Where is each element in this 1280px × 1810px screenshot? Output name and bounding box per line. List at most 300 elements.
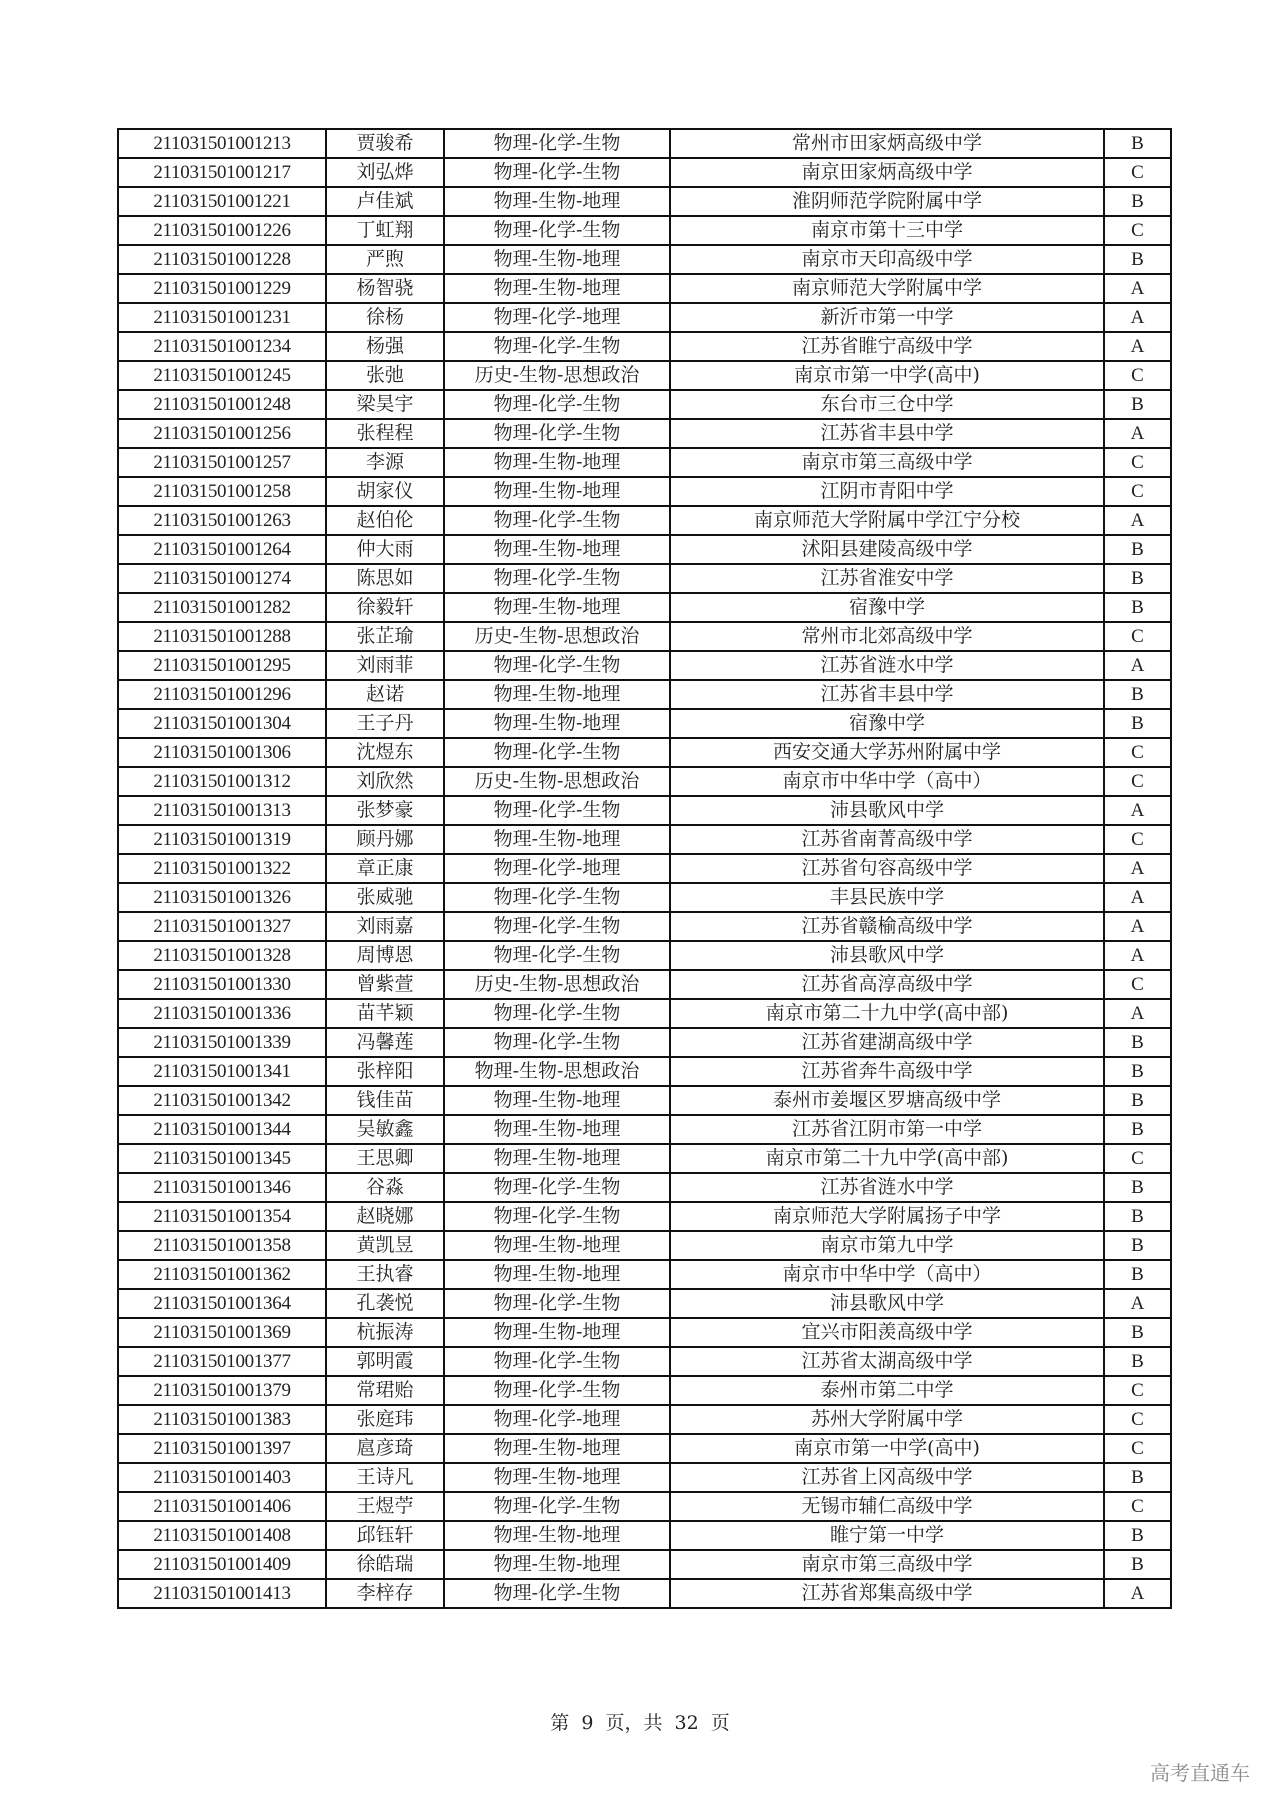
school-name-cell: 无锡市辅仁高级中学 <box>670 1492 1104 1521</box>
student-name-cell: 张程程 <box>326 419 444 448</box>
student-name-cell: 仲大雨 <box>326 535 444 564</box>
student-name-cell: 李梓存 <box>326 1579 444 1608</box>
grade-cell: B <box>1104 245 1171 274</box>
subject-combination-cell: 物理-生物-地理 <box>444 448 670 477</box>
subject-combination-cell: 物理-化学-生物 <box>444 1492 670 1521</box>
grade-cell: A <box>1104 332 1171 361</box>
student-id-cell: 211031501001258 <box>118 477 326 506</box>
school-name-cell: 南京市第十三中学 <box>670 216 1104 245</box>
student-id-cell: 211031501001358 <box>118 1231 326 1260</box>
subject-combination-cell: 历史-生物-思想政治 <box>444 767 670 796</box>
student-name-cell: 沈煜东 <box>326 738 444 767</box>
school-name-cell: 新沂市第一中学 <box>670 303 1104 332</box>
subject-combination-cell: 物理-化学-生物 <box>444 883 670 912</box>
school-name-cell: 南京田家炳高级中学 <box>670 158 1104 187</box>
grade-cell: A <box>1104 651 1171 680</box>
student-name-cell: 丁虹翔 <box>326 216 444 245</box>
subject-combination-cell: 物理-化学-生物 <box>444 738 670 767</box>
student-name-cell: 张庭玮 <box>326 1405 444 1434</box>
student-id-cell: 211031501001288 <box>118 622 326 651</box>
table-row <box>118 390 1171 419</box>
grade-cell: C <box>1104 738 1171 767</box>
table-row <box>118 216 1171 245</box>
student-name-cell: 常珺贻 <box>326 1376 444 1405</box>
subject-combination-cell: 物理-生物-地理 <box>444 1086 670 1115</box>
school-name-cell: 江苏省上冈高级中学 <box>670 1463 1104 1492</box>
grade-cell: C <box>1104 1492 1171 1521</box>
grade-cell: B <box>1104 390 1171 419</box>
school-name-cell: 江苏省赣榆高级中学 <box>670 912 1104 941</box>
table-row <box>118 883 1171 912</box>
student-name-cell: 杨智骁 <box>326 274 444 303</box>
subject-combination-cell: 物理-生物-地理 <box>444 1318 670 1347</box>
grade-cell: A <box>1104 854 1171 883</box>
table-row <box>118 970 1171 999</box>
student-id-cell: 211031501001341 <box>118 1057 326 1086</box>
student-name-cell: 刘欣然 <box>326 767 444 796</box>
school-name-cell: 江苏省郑集高级中学 <box>670 1579 1104 1608</box>
subject-combination-cell: 物理-生物-地理 <box>444 1231 670 1260</box>
student-id-cell: 211031501001257 <box>118 448 326 477</box>
student-id-cell: 211031501001274 <box>118 564 326 593</box>
student-name-cell: 王子丹 <box>326 709 444 738</box>
subject-combination-cell: 物理-化学-地理 <box>444 1405 670 1434</box>
school-name-cell: 苏州大学附属中学 <box>670 1405 1104 1434</box>
student-id-cell: 211031501001264 <box>118 535 326 564</box>
student-name-cell: 周博恩 <box>326 941 444 970</box>
grade-cell: B <box>1104 1173 1171 1202</box>
subject-combination-cell: 物理-化学-生物 <box>444 129 670 158</box>
student-name-cell: 徐杨 <box>326 303 444 332</box>
school-name-cell: 西安交通大学苏州附属中学 <box>670 738 1104 767</box>
table-row <box>118 999 1171 1028</box>
student-id-cell: 211031501001296 <box>118 680 326 709</box>
student-id-cell: 211031501001406 <box>118 1492 326 1521</box>
student-name-cell: 苗芊颖 <box>326 999 444 1028</box>
table-row <box>118 361 1171 390</box>
grade-cell: B <box>1104 564 1171 593</box>
table-row <box>118 1347 1171 1376</box>
student-id-cell: 211031501001336 <box>118 999 326 1028</box>
student-id-cell: 211031501001221 <box>118 187 326 216</box>
subject-combination-cell: 物理-化学-生物 <box>444 1289 670 1318</box>
school-name-cell: 南京师范大学附属扬子中学 <box>670 1202 1104 1231</box>
student-name-cell: 李源 <box>326 448 444 477</box>
student-name-cell: 胡家仪 <box>326 477 444 506</box>
table-row <box>118 767 1171 796</box>
table-row <box>118 680 1171 709</box>
grade-cell: A <box>1104 303 1171 332</box>
student-id-cell: 211031501001339 <box>118 1028 326 1057</box>
school-name-cell: 江苏省奔牛高级中学 <box>670 1057 1104 1086</box>
school-name-cell: 淮阴师范学院附属中学 <box>670 187 1104 216</box>
table-row <box>118 1173 1171 1202</box>
grade-cell: A <box>1104 999 1171 1028</box>
school-name-cell: 南京市中华中学（高中） <box>670 767 1104 796</box>
school-name-cell: 南京师范大学附属中学 <box>670 274 1104 303</box>
grade-cell: A <box>1104 796 1171 825</box>
school-name-cell: 江苏省淮安中学 <box>670 564 1104 593</box>
table-row <box>118 912 1171 941</box>
subject-combination-cell: 物理-化学-生物 <box>444 941 670 970</box>
subject-combination-cell: 物理-化学-生物 <box>444 390 670 419</box>
student-name-cell: 曾紫萱 <box>326 970 444 999</box>
grade-cell: A <box>1104 941 1171 970</box>
subject-combination-cell: 物理-生物-思想政治 <box>444 1057 670 1086</box>
school-name-cell: 南京市第九中学 <box>670 1231 1104 1260</box>
subject-combination-cell: 物理-生物-地理 <box>444 1434 670 1463</box>
table-row <box>118 738 1171 767</box>
table-row <box>118 1434 1171 1463</box>
grade-cell: B <box>1104 593 1171 622</box>
subject-combination-cell: 物理-化学-生物 <box>444 999 670 1028</box>
table-row <box>118 1376 1171 1405</box>
subject-combination-cell: 物理-生物-地理 <box>444 274 670 303</box>
grade-cell: B <box>1104 1057 1171 1086</box>
student-id-cell: 211031501001345 <box>118 1144 326 1173</box>
grade-cell: C <box>1104 477 1171 506</box>
student-id-cell: 211031501001344 <box>118 1115 326 1144</box>
school-name-cell: 宿豫中学 <box>670 709 1104 738</box>
student-name-cell: 徐皓瑞 <box>326 1550 444 1579</box>
student-name-cell: 钱佳苗 <box>326 1086 444 1115</box>
student-id-cell: 211031501001231 <box>118 303 326 332</box>
student-name-cell: 张芷瑜 <box>326 622 444 651</box>
grade-cell: A <box>1104 1579 1171 1608</box>
subject-combination-cell: 物理-化学-地理 <box>444 854 670 883</box>
subject-combination-cell: 物理-化学-生物 <box>444 651 670 680</box>
school-name-cell: 江苏省涟水中学 <box>670 1173 1104 1202</box>
table-row <box>118 1492 1171 1521</box>
subject-combination-cell: 物理-生物-地理 <box>444 1463 670 1492</box>
table-row <box>118 941 1171 970</box>
grade-cell: B <box>1104 187 1171 216</box>
table-row <box>118 129 1171 158</box>
school-name-cell: 江苏省建湖高级中学 <box>670 1028 1104 1057</box>
student-name-cell: 冯馨莲 <box>326 1028 444 1057</box>
subject-combination-cell: 物理-生物-地理 <box>444 245 670 274</box>
student-name-cell: 刘雨嘉 <box>326 912 444 941</box>
student-id-cell: 211031501001319 <box>118 825 326 854</box>
school-name-cell: 江苏省高淳高级中学 <box>670 970 1104 999</box>
subject-combination-cell: 物理-生物-地理 <box>444 187 670 216</box>
table-row <box>118 1405 1171 1434</box>
student-name-cell: 张弛 <box>326 361 444 390</box>
school-name-cell: 丰县民族中学 <box>670 883 1104 912</box>
table-row <box>118 274 1171 303</box>
table-row <box>118 158 1171 187</box>
subject-combination-cell: 物理-生物-地理 <box>444 1144 670 1173</box>
table-row <box>118 1521 1171 1550</box>
grade-cell: C <box>1104 158 1171 187</box>
school-name-cell: 东台市三仓中学 <box>670 390 1104 419</box>
student-name-cell: 章正康 <box>326 854 444 883</box>
student-name-cell: 刘弘烨 <box>326 158 444 187</box>
school-name-cell: 沛县歌风中学 <box>670 1289 1104 1318</box>
school-name-cell: 宜兴市阳羡高级中学 <box>670 1318 1104 1347</box>
grade-cell: A <box>1104 274 1171 303</box>
student-id-cell: 211031501001282 <box>118 593 326 622</box>
student-id-cell: 211031501001364 <box>118 1289 326 1318</box>
table-row <box>118 1144 1171 1173</box>
student-id-cell: 211031501001228 <box>118 245 326 274</box>
student-id-cell: 211031501001377 <box>118 1347 326 1376</box>
student-id-cell: 211031501001328 <box>118 941 326 970</box>
student-name-cell: 严煦 <box>326 245 444 274</box>
table-row <box>118 1260 1171 1289</box>
subject-combination-cell: 物理-化学-地理 <box>444 303 670 332</box>
table-row <box>118 854 1171 883</box>
table-row <box>118 1318 1171 1347</box>
student-id-cell: 211031501001313 <box>118 796 326 825</box>
grade-cell: B <box>1104 129 1171 158</box>
page-number: 第 9 页，共 32 页 <box>550 1712 730 1734</box>
student-name-cell: 张梓阳 <box>326 1057 444 1086</box>
student-id-cell: 211031501001263 <box>118 506 326 535</box>
grade-cell: C <box>1104 1434 1171 1463</box>
student-id-cell: 211031501001312 <box>118 767 326 796</box>
subject-combination-cell: 物理-化学-生物 <box>444 1376 670 1405</box>
student-id-cell: 211031501001327 <box>118 912 326 941</box>
grade-cell: C <box>1104 1144 1171 1173</box>
student-id-cell: 211031501001306 <box>118 738 326 767</box>
student-name-cell: 贾骏希 <box>326 129 444 158</box>
student-name-cell: 杨强 <box>326 332 444 361</box>
subject-combination-cell: 物理-化学-生物 <box>444 1202 670 1231</box>
table-row <box>118 187 1171 216</box>
student-name-cell: 谷淼 <box>326 1173 444 1202</box>
school-name-cell: 江苏省丰县中学 <box>670 680 1104 709</box>
table-row <box>118 448 1171 477</box>
table-row <box>118 1028 1171 1057</box>
grade-cell: A <box>1104 883 1171 912</box>
student-name-cell: 张梦豪 <box>326 796 444 825</box>
student-name-cell: 刘雨菲 <box>326 651 444 680</box>
student-name-cell: 陈思如 <box>326 564 444 593</box>
table-row <box>118 796 1171 825</box>
school-name-cell: 江苏省句容高级中学 <box>670 854 1104 883</box>
table-row <box>118 622 1171 651</box>
student-name-cell: 王诗凡 <box>326 1463 444 1492</box>
table-row <box>118 1202 1171 1231</box>
grade-cell: B <box>1104 1521 1171 1550</box>
table-row <box>118 1115 1171 1144</box>
grade-cell: B <box>1104 1115 1171 1144</box>
subject-combination-cell: 物理-化学-生物 <box>444 1579 670 1608</box>
subject-combination-cell: 物理-化学-生物 <box>444 796 670 825</box>
subject-combination-cell: 物理-生物-地理 <box>444 477 670 506</box>
subject-combination-cell: 物理-化学-生物 <box>444 506 670 535</box>
subject-combination-cell: 物理-化学-生物 <box>444 419 670 448</box>
grade-cell: B <box>1104 709 1171 738</box>
watermark-logo-text: 高考直通车 <box>1150 1761 1250 1785</box>
school-name-cell: 沛县歌风中学 <box>670 796 1104 825</box>
student-id-cell: 211031501001234 <box>118 332 326 361</box>
subject-combination-cell: 物理-化学-生物 <box>444 912 670 941</box>
school-name-cell: 江苏省太湖高级中学 <box>670 1347 1104 1376</box>
grade-cell: C <box>1104 216 1171 245</box>
student-name-cell: 杭振涛 <box>326 1318 444 1347</box>
subject-combination-cell: 物理-化学-生物 <box>444 216 670 245</box>
student-name-cell: 赵晓娜 <box>326 1202 444 1231</box>
student-name-cell: 赵诺 <box>326 680 444 709</box>
student-id-cell: 211031501001330 <box>118 970 326 999</box>
subject-combination-cell: 物理-生物-地理 <box>444 1115 670 1144</box>
student-id-cell: 211031501001326 <box>118 883 326 912</box>
student-roster-table <box>117 128 1172 1609</box>
school-name-cell: 常州市北郊高级中学 <box>670 622 1104 651</box>
student-id-cell: 211031501001408 <box>118 1521 326 1550</box>
student-name-cell: 徐毅轩 <box>326 593 444 622</box>
student-name-cell: 梁昊宇 <box>326 390 444 419</box>
subject-combination-cell: 物理-生物-地理 <box>444 535 670 564</box>
subject-combination-cell: 物理-生物-地理 <box>444 1260 670 1289</box>
school-name-cell: 南京市第三高级中学 <box>670 448 1104 477</box>
school-name-cell: 南京市第二十九中学(高中部) <box>670 1144 1104 1173</box>
student-name-cell: 郭明霞 <box>326 1347 444 1376</box>
school-name-cell: 泰州市姜堰区罗塘高级中学 <box>670 1086 1104 1115</box>
school-name-cell: 江苏省南菁高级中学 <box>670 825 1104 854</box>
subject-combination-cell: 历史-生物-思想政治 <box>444 361 670 390</box>
student-id-cell: 211031501001256 <box>118 419 326 448</box>
student-name-cell: 扈彦琦 <box>326 1434 444 1463</box>
student-id-cell: 211031501001362 <box>118 1260 326 1289</box>
school-name-cell: 南京市第二十九中学(高中部) <box>670 999 1104 1028</box>
subject-combination-cell: 物理-化学-生物 <box>444 158 670 187</box>
subject-combination-cell: 物理-生物-地理 <box>444 680 670 709</box>
student-name-cell: 张威驰 <box>326 883 444 912</box>
student-id-cell: 211031501001342 <box>118 1086 326 1115</box>
table-row <box>118 1463 1171 1492</box>
grade-cell: B <box>1104 1260 1171 1289</box>
student-id-cell: 211031501001409 <box>118 1550 326 1579</box>
school-name-cell: 宿豫中学 <box>670 593 1104 622</box>
school-name-cell: 沛县歌风中学 <box>670 941 1104 970</box>
school-name-cell: 江苏省丰县中学 <box>670 419 1104 448</box>
subject-combination-cell: 物理-化学-生物 <box>444 1028 670 1057</box>
school-name-cell: 泰州市第二中学 <box>670 1376 1104 1405</box>
grade-cell: B <box>1104 1202 1171 1231</box>
student-id-cell: 211031501001403 <box>118 1463 326 1492</box>
grade-cell: C <box>1104 361 1171 390</box>
school-name-cell: 南京市第一中学(高中) <box>670 361 1104 390</box>
grade-cell: C <box>1104 622 1171 651</box>
grade-cell: B <box>1104 1028 1171 1057</box>
grade-cell: B <box>1104 1086 1171 1115</box>
student-name-cell: 孔袭悦 <box>326 1289 444 1318</box>
subject-combination-cell: 物理-生物-地理 <box>444 825 670 854</box>
student-id-cell: 211031501001213 <box>118 129 326 158</box>
student-name-cell: 卢佳斌 <box>326 187 444 216</box>
grade-cell: A <box>1104 1289 1171 1318</box>
student-id-cell: 211031501001295 <box>118 651 326 680</box>
student-id-cell: 211031501001383 <box>118 1405 326 1434</box>
table-row <box>118 506 1171 535</box>
grade-cell: C <box>1104 767 1171 796</box>
table-row <box>118 419 1171 448</box>
student-name-cell: 赵伯伦 <box>326 506 444 535</box>
table-row <box>118 1057 1171 1086</box>
student-id-cell: 211031501001248 <box>118 390 326 419</box>
student-id-cell: 211031501001217 <box>118 158 326 187</box>
table-row <box>118 1289 1171 1318</box>
grade-cell: B <box>1104 1550 1171 1579</box>
grade-cell: C <box>1104 448 1171 477</box>
student-id-cell: 211031501001245 <box>118 361 326 390</box>
subject-combination-cell: 物理-化学-生物 <box>444 564 670 593</box>
student-name-cell: 王煜苧 <box>326 1492 444 1521</box>
school-name-cell: 南京市中华中学（高中） <box>670 1260 1104 1289</box>
grade-cell: B <box>1104 1463 1171 1492</box>
table-row <box>118 1086 1171 1115</box>
table-row <box>118 709 1171 738</box>
student-name-cell: 邱钰轩 <box>326 1521 444 1550</box>
grade-cell: B <box>1104 1318 1171 1347</box>
school-name-cell: 南京市天印高级中学 <box>670 245 1104 274</box>
roster-body <box>118 129 1171 1608</box>
table-row <box>118 1579 1171 1608</box>
student-id-cell: 211031501001397 <box>118 1434 326 1463</box>
student-name-cell: 黄凯昱 <box>326 1231 444 1260</box>
student-name-cell: 顾丹娜 <box>326 825 444 854</box>
student-name-cell: 王思卿 <box>326 1144 444 1173</box>
grade-cell: A <box>1104 506 1171 535</box>
table-row <box>118 477 1171 506</box>
subject-combination-cell: 历史-生物-思想政治 <box>444 622 670 651</box>
school-name-cell: 南京市第一中学(高中) <box>670 1434 1104 1463</box>
school-name-cell: 沭阳县建陵高级中学 <box>670 535 1104 564</box>
table-row <box>118 651 1171 680</box>
table-row <box>118 303 1171 332</box>
school-name-cell: 南京市第三高级中学 <box>670 1550 1104 1579</box>
student-id-cell: 211031501001369 <box>118 1318 326 1347</box>
grade-cell: A <box>1104 912 1171 941</box>
grade-cell: C <box>1104 825 1171 854</box>
subject-combination-cell: 物理-生物-地理 <box>444 1550 670 1579</box>
grade-cell: B <box>1104 680 1171 709</box>
table-row <box>118 825 1171 854</box>
grade-cell: A <box>1104 419 1171 448</box>
subject-combination-cell: 物理-生物-地理 <box>444 709 670 738</box>
subject-combination-cell: 物理-化学-生物 <box>444 1173 670 1202</box>
grade-cell: C <box>1104 1376 1171 1405</box>
grade-cell: C <box>1104 1405 1171 1434</box>
school-name-cell: 江苏省涟水中学 <box>670 651 1104 680</box>
student-id-cell: 211031501001322 <box>118 854 326 883</box>
student-id-cell: 211031501001226 <box>118 216 326 245</box>
subject-combination-cell: 物理-生物-地理 <box>444 593 670 622</box>
student-id-cell: 211031501001304 <box>118 709 326 738</box>
table-row <box>118 245 1171 274</box>
student-id-cell: 211031501001346 <box>118 1173 326 1202</box>
table-row <box>118 535 1171 564</box>
subject-combination-cell: 物理-生物-地理 <box>444 1521 670 1550</box>
grade-cell: B <box>1104 535 1171 564</box>
student-id-cell: 211031501001354 <box>118 1202 326 1231</box>
student-name-cell: 王执睿 <box>326 1260 444 1289</box>
school-name-cell: 南京师范大学附属中学江宁分校 <box>670 506 1104 535</box>
subject-combination-cell: 物理-化学-生物 <box>444 1347 670 1376</box>
table-row <box>118 1550 1171 1579</box>
table-row <box>118 1231 1171 1260</box>
student-id-cell: 211031501001413 <box>118 1579 326 1608</box>
school-name-cell: 江阴市青阳中学 <box>670 477 1104 506</box>
school-name-cell: 常州市田家炳高级中学 <box>670 129 1104 158</box>
grade-cell: B <box>1104 1231 1171 1260</box>
school-name-cell: 睢宁第一中学 <box>670 1521 1104 1550</box>
table-row <box>118 593 1171 622</box>
table-row <box>118 332 1171 361</box>
